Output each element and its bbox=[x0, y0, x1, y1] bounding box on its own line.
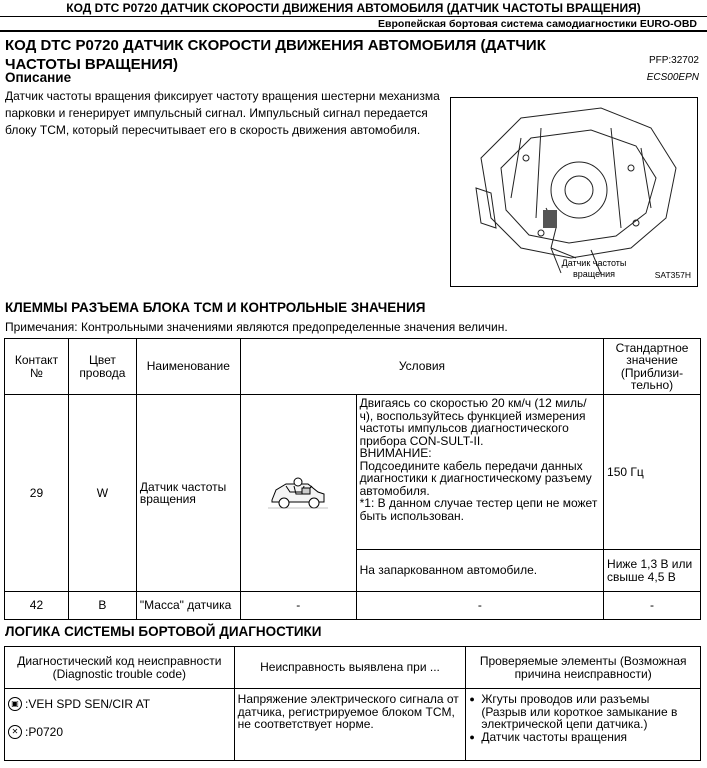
description-title: Описание bbox=[5, 70, 72, 85]
cell-dash: - bbox=[604, 592, 701, 620]
list-item: ● Датчик частоты вращения bbox=[469, 731, 697, 744]
checked-list bbox=[469, 693, 697, 743]
cell-condition-1 bbox=[356, 395, 603, 550]
header-conditions: Условия bbox=[240, 339, 603, 395]
header-contact: Контакт № bbox=[5, 339, 69, 395]
header-detected: Неисправность выявлена при ... bbox=[234, 647, 466, 689]
terminals-note: Примечания: Контрольными значениями являются предопределенные значения величин. bbox=[5, 320, 508, 334]
description-text: Датчик частоты вращения фиксирует частоту вращения шестерни механизма парковки и генерирует импульсный сигнал. Импульсный сигнал передается блоку TCM, который пересчитывает его в скорость движения автомобиля. bbox=[5, 89, 440, 137]
cell-wire: W bbox=[68, 395, 136, 592]
cell-contact: 29 bbox=[5, 395, 69, 592]
consult-icon: ▣ bbox=[8, 697, 22, 711]
logic-table bbox=[4, 646, 701, 761]
dtc-consult-text: :VEH SPD SEN/CIR AT bbox=[25, 696, 151, 711]
header-title: КОД DTC P0720 ДАТЧИК СКОРОСТИ ДВИЖЕНИЯ АВТОМОБИЛЯ (ДАТЧИК ЧАСТОТЫ ВРАЩЕНИЯ) bbox=[0, 0, 707, 17]
header-dtc: Диагностический код неисправности (Diagnostic trouble code) bbox=[5, 647, 235, 689]
cell-contact: 42 bbox=[5, 592, 69, 620]
page-header bbox=[0, 0, 707, 32]
cell-condition-2: На запаркованном автомобиле. bbox=[356, 550, 603, 592]
no-tools-icon: ✕ bbox=[8, 725, 22, 739]
table-row bbox=[5, 592, 701, 620]
terminals-title: КЛЕММЫ РАЗЪЕМА БЛОКА TCM И КОНТРОЛЬНЫЕ ЗНАЧЕНИЯ bbox=[5, 300, 426, 315]
figure-code: SAT357H bbox=[654, 270, 691, 280]
terminals-table bbox=[4, 338, 701, 620]
cell-name: Датчик частоты вращения bbox=[136, 395, 240, 592]
list-item: ● Жгуты проводов или разъемы (Разрыв или короткое замыкание в электрической цепи датчика.) bbox=[469, 693, 697, 731]
main-title: КОД DTC P0720 ДАТЧИК СКОРОСТИ ДВИЖЕНИЯ АВТОМОБИЛЯ (ДАТЧИК ЧАСТОТЫ ВРАЩЕНИЯ) bbox=[5, 37, 546, 73]
figure-caption: Датчик частоты вращения bbox=[561, 258, 627, 279]
dtc-code-text: :P0720 bbox=[25, 724, 64, 739]
cell-checked bbox=[466, 689, 701, 761]
header-name: Наименование bbox=[136, 339, 240, 395]
condition-1-text: Двигаясь со скоростью 20 км/ч (12 миль/ч), воспользуйтесь функцией измерения частоты импульсов диагностического прибора CON-SULT-II. bbox=[359, 396, 587, 448]
cell-dash: - bbox=[240, 592, 356, 620]
cell-value-1: 150 Гц bbox=[604, 395, 701, 550]
condition-1-warning-title: ВНИМАНИЕ: bbox=[359, 446, 432, 460]
table-row bbox=[5, 689, 701, 761]
condition-1-warning: Подсоедините кабель передачи данных диагностики к диагностическому разъему автомобиля. bbox=[359, 458, 592, 498]
cell-value-2: Ниже 1,3 В или свыше 4,5 В bbox=[604, 550, 701, 592]
ecs-code: ECS00EPN bbox=[646, 72, 699, 83]
cell-name: "Масса" датчика bbox=[136, 592, 240, 620]
header-subtitle: Европейская бортовая система самодиагностики EURO-OBD bbox=[0, 17, 707, 32]
cell-icon bbox=[240, 395, 356, 592]
logic-title: ЛОГИКА СИСТЕМЫ БОРТОВОЙ ДИАГНОСТИКИ bbox=[5, 624, 322, 639]
transmission-figure bbox=[450, 97, 698, 287]
cell-detected: Напряжение электрического сигнала от датчика, регистрируемое блоком TCM, не соответствует норме. bbox=[234, 689, 466, 761]
header-wire: Цвет провода bbox=[68, 339, 136, 395]
pfp-code: PFP:32702 bbox=[648, 55, 699, 66]
cell-dash: - bbox=[356, 592, 603, 620]
car-with-tester-icon bbox=[268, 472, 328, 512]
dtc-consult-row bbox=[8, 697, 231, 711]
header-standard: Стандартное значение (Приблизи-тельно) bbox=[604, 339, 701, 395]
table-row bbox=[5, 395, 701, 550]
header-checked: Проверяемые элементы (Возможная причина неисправности) bbox=[466, 647, 701, 689]
cell-dtc bbox=[5, 689, 235, 761]
dtc-no-tools-row bbox=[8, 725, 231, 739]
cell-wire: B bbox=[68, 592, 136, 620]
condition-1-note: *1: В данном случае тестер цепи не может быть использован. bbox=[359, 496, 598, 523]
